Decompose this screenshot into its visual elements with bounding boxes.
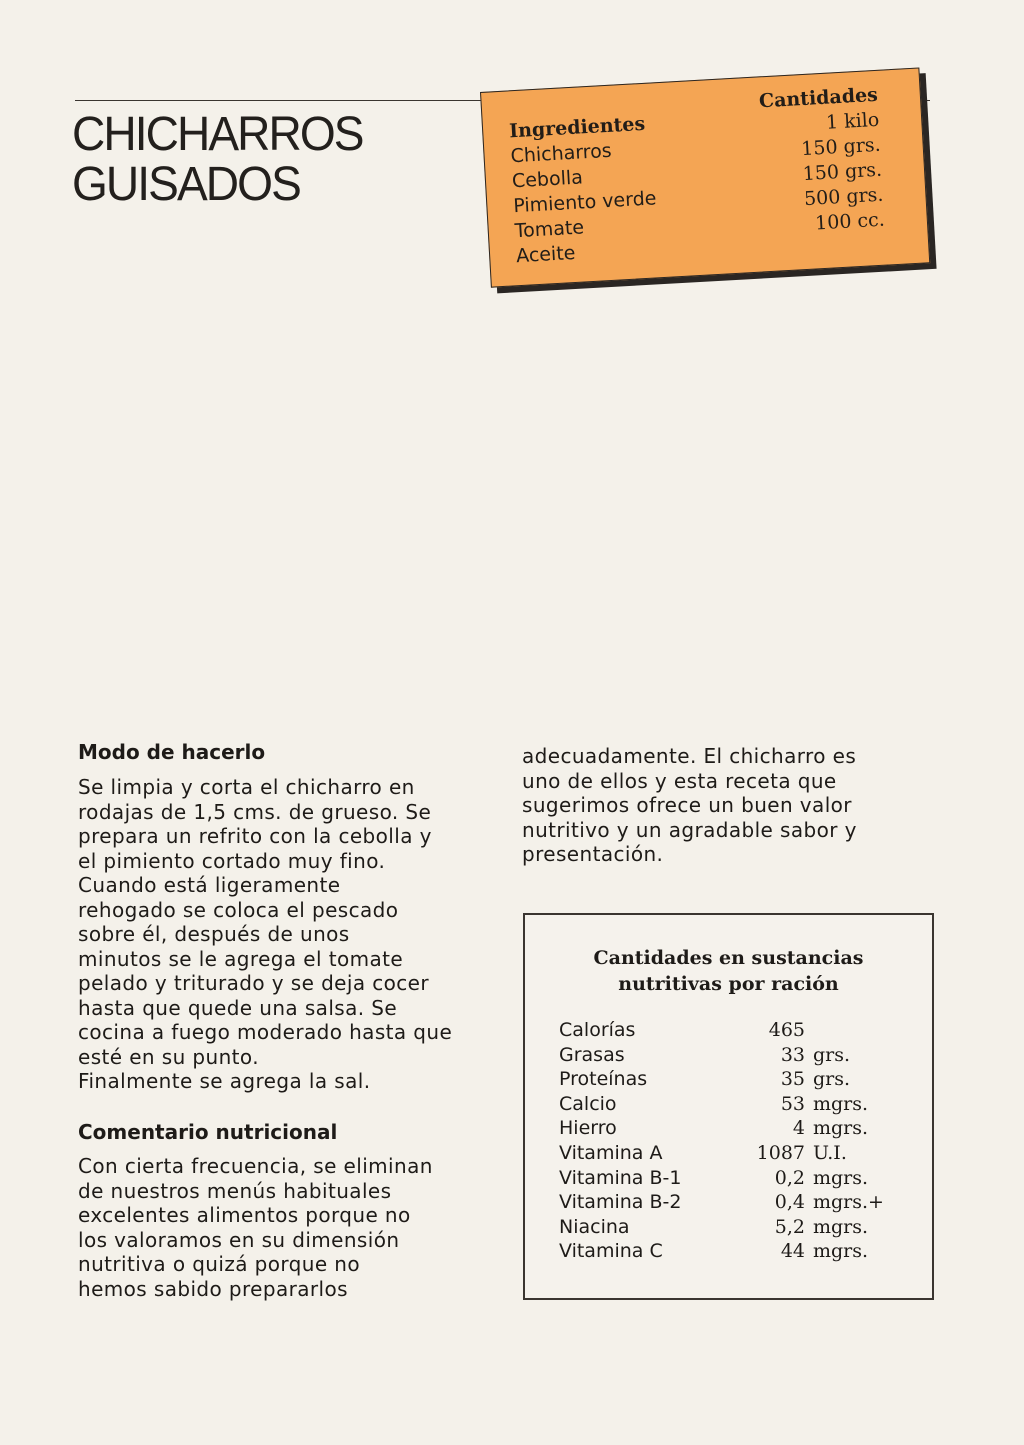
nutrient-value: 465 (768, 1019, 805, 1041)
nutrition-box (523, 913, 934, 1300)
nutrition-title (525, 945, 932, 997)
nutrition-title-line-1: Cantidades en sustancias (593, 947, 864, 969)
recipe-title (72, 110, 375, 210)
nutrient-value: 44 (780, 1240, 805, 1263)
method-line: esté en su punto. (78, 1044, 259, 1069)
method-line: sobre él, después de unos (78, 922, 350, 946)
comment-line: los valoramos en su dimensión (78, 1227, 400, 1252)
method-line: pelado y triturado y se deja cocer (78, 971, 430, 995)
nutrition-row (559, 1215, 909, 1240)
nutrition-row (559, 1018, 909, 1043)
method-line: cocina a fuego moderado hasta que (78, 1020, 453, 1044)
comment-line: excelentes alimentos porque no (78, 1203, 411, 1227)
method-line: rehogado se coloca el pescado (78, 897, 399, 922)
nutrient-name: Niacina (559, 1215, 630, 1238)
ingredient-qty: 500 grs. (803, 183, 884, 211)
method-line: hasta que quede una salsa. Se (78, 995, 398, 1020)
nutrient-value: 35 (780, 1068, 805, 1091)
nutrient-value: 5,2 (774, 1215, 805, 1238)
comment-line: uno de ellos y esta receta que (522, 768, 837, 793)
nutrient-unit: mgrs. (813, 1215, 869, 1238)
nutrient-unit: mgrs.+ (813, 1191, 884, 1214)
title-line-1: CHICHARROS (72, 108, 363, 161)
nutrition-row (559, 1116, 909, 1141)
nutrient-value: 33 (780, 1043, 805, 1066)
nutrient-name: Vitamina A (559, 1141, 663, 1164)
nutrient-unit: mgrs. (813, 1166, 869, 1189)
nutrition-row (559, 1092, 909, 1117)
nutrition-row (559, 1043, 909, 1068)
nutrition-row (559, 1239, 909, 1264)
ingredient-name: Aceite (515, 241, 576, 268)
method-line: el pimiento cortado muy fino. (78, 848, 386, 873)
method-line: Cuando está ligeramente (78, 873, 341, 897)
method-line: Se limpia y corta el chicharro en (78, 775, 415, 799)
nutrition-table (559, 1018, 909, 1264)
ingredient-quantities (758, 83, 885, 239)
comment-heading: Comentario nutricional (78, 1120, 338, 1144)
nutrition-row (559, 1067, 909, 1092)
nutrient-name: Vitamina B-1 (559, 1166, 682, 1189)
quantities-header: Cantidades (758, 83, 879, 113)
comment-line: hemos sabido prepararlos (78, 1276, 348, 1301)
nutrient-unit: U.I. (813, 1141, 847, 1164)
comment-line: nutritiva o quizá porque no (78, 1252, 361, 1276)
ingredient-qty: 1 kilo (825, 108, 880, 134)
nutrition-row (559, 1166, 909, 1191)
comment-line: sugerimos ofrece un buen valor (522, 793, 852, 817)
comment-continuation (522, 744, 857, 867)
ingredient-name: Cebolla (511, 166, 584, 193)
comment-text (78, 1154, 433, 1301)
method-text (78, 775, 452, 1094)
ingredient-qty: 100 cc. (814, 208, 886, 235)
method-line: Finalmente se agrega la sal. (78, 1069, 371, 1093)
comment-line: nutritivo y un agradable sabor y (522, 817, 857, 842)
ingredient-names (509, 111, 660, 269)
nutrient-unit: mgrs. (813, 1092, 869, 1115)
ingredient-qty: 150 grs. (802, 158, 883, 186)
comment-line: adecuadamente. El chicharro es (522, 744, 857, 768)
nutrition-title-line-2: nutritivas por ración (618, 973, 839, 995)
nutrient-name: Proteínas (559, 1068, 648, 1091)
nutrient-name: Grasas (559, 1043, 625, 1066)
nutrition-row (559, 1190, 909, 1215)
ingredient-qty: 150 grs. (800, 133, 882, 161)
nutrient-name: Calcio (559, 1092, 617, 1115)
nutrient-value: 0,2 (774, 1166, 805, 1189)
method-line: prepara un refrito con la cebolla y (78, 824, 432, 848)
method-line: rodajas de 1,5 cms. de grueso. Se (78, 799, 432, 824)
nutrient-value: 4 (792, 1117, 805, 1140)
method-line: minutos se le agrega el tomate (78, 946, 404, 971)
nutrient-value: 53 (780, 1092, 805, 1115)
nutrient-name: Calorías (559, 1019, 636, 1041)
ingredients-card (480, 67, 930, 287)
comment-line: Con cierta frecuencia, se eliminan (78, 1154, 433, 1178)
ingredient-name: Tomate (514, 216, 585, 243)
nutrient-unit (805, 1018, 813, 1043)
title-line-2: GUISADOS (72, 158, 300, 211)
nutrient-value: 1087 (756, 1141, 805, 1164)
nutrient-name: Vitamina C (559, 1240, 663, 1263)
ingredients-header: Ingredientes (508, 112, 646, 143)
nutrient-unit: mgrs. (813, 1117, 869, 1140)
nutrient-name: Vitamina B-2 (559, 1191, 682, 1214)
nutrient-name: Hierro (559, 1117, 617, 1140)
ingredient-name: Pimiento verde (512, 187, 657, 218)
ingredients-panel (480, 67, 930, 287)
nutrient-unit: mgrs. (813, 1240, 869, 1263)
method-heading: Modo de hacerlo (78, 740, 266, 764)
nutrient-unit: grs. (813, 1043, 851, 1066)
comment-line: de nuestros menús habituales (78, 1178, 392, 1203)
nutrient-unit: grs. (813, 1068, 851, 1091)
ingredient-name: Chicharros (510, 139, 613, 168)
nutrition-row (559, 1141, 909, 1166)
comment-line: presentación. (522, 842, 664, 866)
nutrient-value: 0,4 (774, 1191, 805, 1214)
